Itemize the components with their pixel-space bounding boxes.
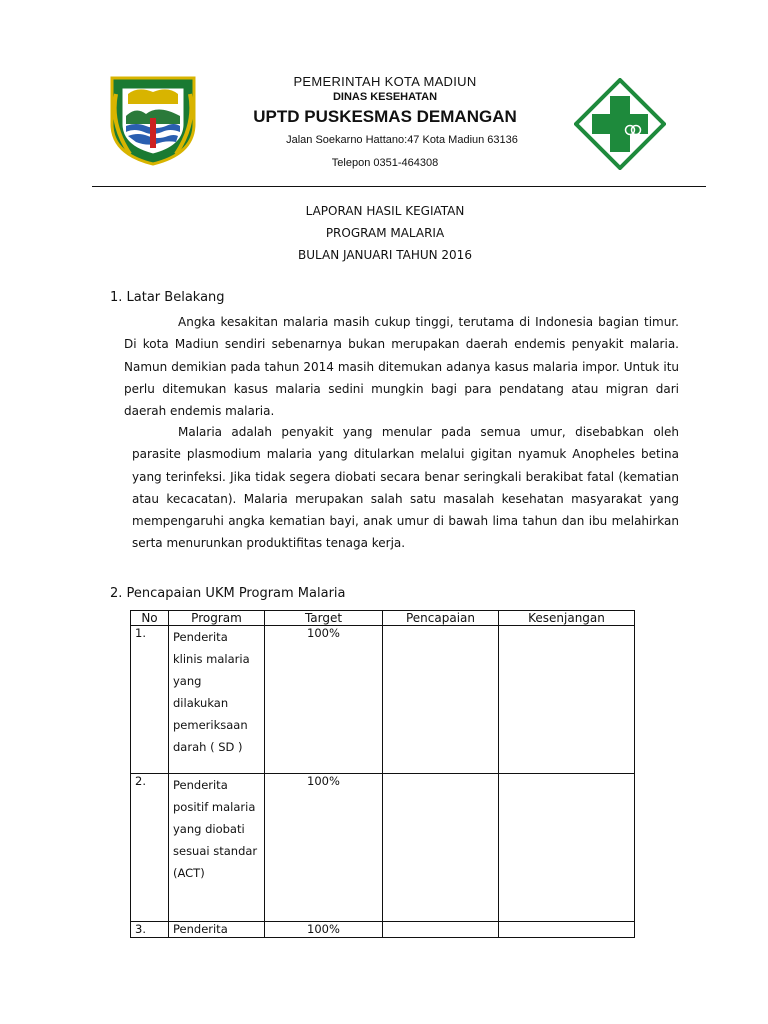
row-pencapaian (383, 774, 499, 922)
row-target: 100% (265, 774, 383, 922)
puskesmas-cross-icon (574, 78, 666, 170)
table-row (131, 626, 635, 774)
row-no: 1. (131, 626, 169, 774)
column-header-pencapaian: Pencapaian (383, 611, 499, 626)
section-1-heading: 1. Latar Belakang (110, 290, 225, 305)
row-kesenjangan (499, 922, 635, 938)
header-department: DINAS KESEHATAN (332, 91, 438, 103)
column-header-program: Program (169, 611, 265, 626)
column-header-kesenjangan: Kesenjangan (499, 611, 635, 626)
paragraph-1-text: Angka kesakitan malaria masih cukup tinggi, terutama di Indonesia bagian timur. Di kota Madiun sendiri sebenarnya bukan merupakan daerah endemis penyakit malaria. Namun demikian pada tahun 2014 masih ditemukan adanya kasus malaria impor. Untuk itu perlu ditemukan kasus malaria sedini mungkin bagi para pendatang atau migran dari daerah endemis malaria. (124, 315, 679, 419)
report-period: BULAN JANUARI TAHUN 2016 (298, 248, 472, 262)
row-kesenjangan (499, 626, 635, 774)
header-phone: Telepon 0351-464308 (331, 157, 439, 169)
header-divider (92, 186, 706, 187)
row-program: Penderita positif malaria yang diobati sesuai standar (ACT) (169, 774, 265, 922)
row-target: 100% (265, 922, 383, 938)
section-1-paragraph-1 (124, 311, 679, 422)
row-kesenjangan (499, 774, 635, 922)
table-row (131, 774, 635, 922)
kota-madiun-emblem-icon (106, 74, 200, 166)
report-title: LAPORAN HASIL KEGIATAN (305, 204, 465, 218)
row-no: 3. (131, 922, 169, 938)
table-header-row (131, 611, 635, 626)
table-row (131, 922, 635, 938)
column-header-target: Target (265, 611, 383, 626)
row-pencapaian (383, 626, 499, 774)
header-address: Jalan Soekarno Hattano:47 Kota Madiun 63136 (286, 134, 518, 146)
report-program: PROGRAM MALARIA (325, 226, 445, 240)
header-institution: UPTD PUSKESMAS DEMANGAN (253, 107, 517, 126)
row-target: 100% (265, 626, 383, 774)
ukm-achievement-table (130, 610, 635, 938)
paragraph-2-text: Malaria adalah penyakit yang menular pada semua umur, disebabkan oleh parasite plasmodium malaria yang ditularkan melalui gigitan nyamuk Anopheles betina yang terinfeksi. Jika tidak segera diobati secara benar seringkali berakibat fatal (kematian atau kecacatan). Malaria merupakan salah satu masalah kesehatan masyarakat yang mempengaruhi angka kematian bayi, anak umur di bawah lima tahun dan ibu melahirkan serta menurunkan produktifitas tenaga kerja. (132, 425, 679, 551)
header-government: PEMERINTAH KOTA MADIUN (293, 74, 477, 89)
section-2-heading: 2. Pencapaian UKM Program Malaria (110, 586, 346, 601)
row-pencapaian (383, 922, 499, 938)
row-no: 2. (131, 774, 169, 922)
row-program: Penderita klinis malaria yang dilakukan pemeriksaan darah ( SD ) (169, 626, 265, 774)
section-1-paragraph-2 (132, 421, 679, 555)
column-header-no: No (131, 611, 169, 626)
row-program: Penderita (169, 922, 265, 938)
